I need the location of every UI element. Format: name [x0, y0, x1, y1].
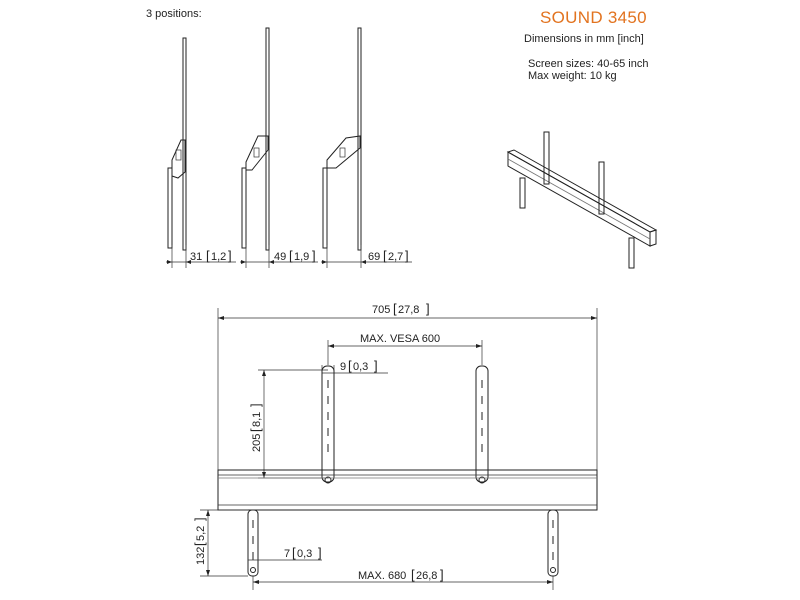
- slot-width-upper-mm: 9: [340, 361, 347, 373]
- positions-label: 3 positions:: [146, 8, 202, 20]
- lower-height-mm: 132: [195, 546, 207, 565]
- lower-height-bracket-close: ]: [192, 517, 207, 521]
- max-lower-bracket-open: [: [411, 567, 415, 582]
- slot-width-upper-bracket-open: [: [348, 358, 352, 373]
- front-view: [192, 301, 597, 590]
- max-lower-bracket-close: ]: [440, 567, 444, 582]
- side-view-position-2: [240, 28, 318, 268]
- lower-height-inch: 5,2: [195, 525, 207, 541]
- lower-arm-left: [248, 510, 258, 576]
- lower-height-label: [192, 517, 207, 565]
- side-dim-2-bracket-close: ]: [312, 248, 316, 263]
- side-view-position-1: [166, 38, 236, 268]
- slot-width-lower-label: [284, 545, 322, 560]
- overall-width-mm: 705: [372, 304, 391, 316]
- max-vesa-label: MAX. VESA 600: [360, 333, 441, 345]
- side-dim-1-inch: 1,2: [211, 251, 227, 263]
- slot-width-lower-inch: 0,3: [297, 548, 313, 560]
- screen-sizes-note: Screen sizes: 40-65 inch: [528, 58, 649, 70]
- upper-arm-right: [476, 366, 488, 483]
- side-dim-2-inch: 1,9: [294, 251, 310, 263]
- slot-width-lower-mm: 7: [284, 548, 291, 560]
- upper-height-bracket-close: ]: [248, 403, 263, 407]
- overall-width-label: [372, 301, 430, 316]
- product-title: SOUND 3450: [540, 8, 647, 27]
- slot-width-lower-bracket-close: ]: [318, 545, 322, 560]
- max-lower-mm: MAX. 680: [358, 570, 407, 582]
- slot-width-lower-bracket-open: [: [292, 545, 296, 560]
- side-dim-1-bracket-open: [: [206, 248, 210, 263]
- side-dim-1: [190, 248, 232, 263]
- max-lower-label: [358, 567, 444, 582]
- side-dim-1-bracket-close: ]: [228, 248, 232, 263]
- isometric-view: [508, 132, 656, 268]
- main-rail: [218, 470, 597, 510]
- max-weight-note: Max weight: 10 kg: [528, 70, 617, 82]
- overall-width-inch: 27,8: [398, 304, 420, 316]
- upper-height-label: [248, 403, 263, 452]
- upper-height-bracket-open: [: [248, 428, 263, 432]
- side-dim-2-mm: 49: [274, 251, 287, 263]
- overall-width-bracket-open: [: [393, 301, 397, 316]
- slot-width-upper-inch: 0,3: [353, 361, 369, 373]
- side-dim-3: [368, 248, 409, 263]
- lower-arm-right: [548, 510, 558, 576]
- side-dim-1-mm: 31: [190, 251, 203, 263]
- slot-width-upper-bracket-close: ]: [374, 358, 378, 373]
- slot-width-upper-label: [340, 358, 378, 373]
- lower-height-bracket-open: [: [192, 542, 207, 546]
- side-dim-3-mm: 69: [368, 251, 381, 263]
- side-dim-3-bracket-open: [: [383, 248, 387, 263]
- side-dim-3-inch: 2,7: [388, 251, 404, 263]
- side-dim-2-bracket-open: [: [289, 248, 293, 263]
- side-dim-2: [274, 248, 316, 263]
- upper-height-inch: 8,1: [251, 411, 263, 427]
- upper-height-mm: 205: [251, 433, 263, 452]
- side-dim-3-bracket-close: ]: [405, 248, 409, 263]
- max-lower-inch: 26,8: [416, 570, 438, 582]
- side-view-position-3: [321, 28, 412, 268]
- units-note: Dimensions in mm [inch]: [524, 33, 644, 45]
- overall-width-bracket-close: ]: [426, 301, 430, 316]
- upper-arm-left: [322, 366, 334, 483]
